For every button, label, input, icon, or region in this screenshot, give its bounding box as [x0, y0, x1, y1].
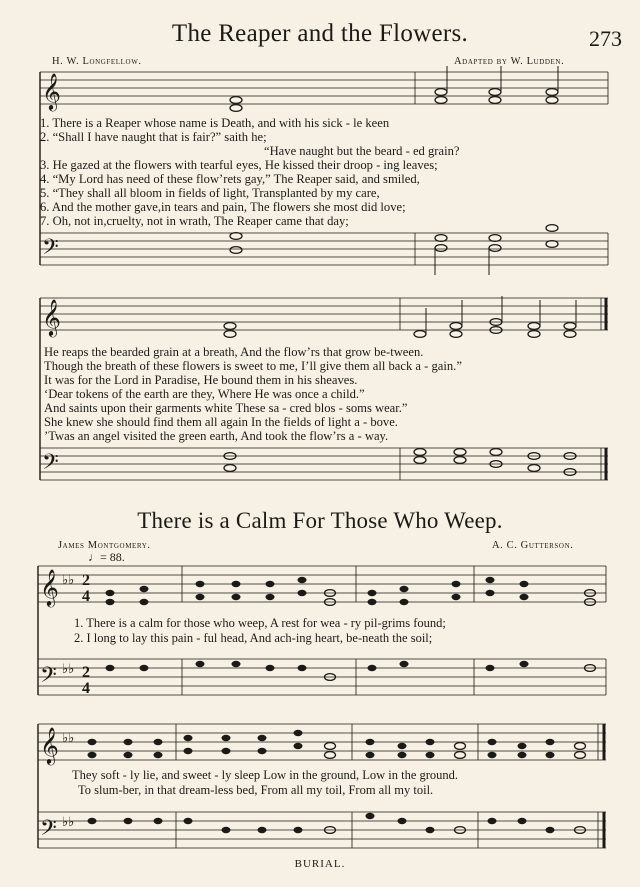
- hymn2-author: James Montgomery.: [58, 540, 151, 551]
- hymn1-verse-4: 4. “My Lord has need of these flow’rets gay,” The Reaper said, and smiled,: [40, 172, 420, 186]
- svg-text:♭♭: ♭♭: [62, 730, 75, 745]
- svg-text:𝄞: 𝄞: [42, 73, 61, 109]
- tempo-mark: ♩= 88.: [88, 550, 125, 564]
- svg-text:𝄢: 𝄢: [40, 663, 57, 692]
- svg-text:♭♭: ♭♭: [62, 814, 75, 829]
- tune-name-footer: BURIAL.: [294, 858, 346, 870]
- svg-text:2: 2: [82, 664, 90, 681]
- hymn2-composer: A. C. Gutterson.: [492, 540, 574, 551]
- svg-text:𝄢: 𝄢: [42, 235, 59, 264]
- svg-text:𝄢: 𝄢: [40, 816, 57, 845]
- hymn1-refrain-5: And saints upon their garments white These sa - cred blos - soms wear.”: [44, 401, 408, 415]
- hymn1-verse-5: 5. “They shall all bloom in fields of light, Transplanted by my care,: [40, 186, 380, 200]
- page-number: 273: [589, 26, 622, 51]
- hymn1-author: H. W. Longfellow.: [52, 56, 142, 67]
- hymn1-refrain-4: ‘Dear tokens of the earth are they, Where He was once a child.”: [44, 387, 365, 401]
- hymn1-verse-3: 3. He gazed at the flowers with tearful eyes, He kissed their droop - ing leaves;: [40, 158, 438, 172]
- hymn1-verse-2-cont: “Have naught but the beard - ed grain?: [264, 144, 460, 158]
- svg-text:𝄞: 𝄞: [40, 727, 59, 763]
- hymn1-refrain-1: He reaps the bearded grain at a breath, And the flow’rs that grow be-tween.: [44, 345, 424, 359]
- svg-text:4: 4: [82, 588, 90, 605]
- hymn1-refrain-3: It was for the Lord in Paradise, He bound them in his sheaves.: [44, 373, 358, 387]
- hymn1-refrain-7: ’Twas an angel visited the green earth, And took the flow’rs a - way.: [44, 429, 389, 443]
- hymn2-stanza1-line2: They soft - ly lie, and sweet - ly sleep Low in the ground, Low in the ground.: [72, 768, 459, 782]
- hymn2-stanza2-line2: To slum-ber, in that dream-less bed, From all my toil, From all my toil.: [78, 783, 434, 797]
- hymn1-verse-1: 1. There is a Reaper whose name is Death, and with his sick - le keen: [40, 116, 390, 130]
- hymn2-title: There is a Calm For Those Who Weep.: [137, 508, 503, 533]
- hymn1-composer: Adapted by W. Ludden.: [454, 56, 565, 67]
- svg-text:2: 2: [82, 572, 90, 589]
- svg-text:♭♭: ♭♭: [62, 572, 75, 587]
- hymn1-refrain-2: Though the breath of these flowers is sweet to me, I’ll give them all back a - gain.”: [44, 359, 462, 373]
- hymn1-verse-2: 2. “Shall I have naught that is fair?” saith he;: [40, 130, 267, 144]
- hymn2-stanza2-line1: 2. I long to lay this pain - ful head, And ach-ing heart, be-neath the soil;: [74, 631, 433, 645]
- hymn2-stanza1-line1: 1. There is a calm for those who weep, A rest for wea - ry pil-grims found;: [74, 616, 446, 630]
- hymn1-verse-6: 6. And the mother gave,in tears and pain, The flowers she most did love;: [40, 200, 406, 214]
- svg-text:𝄢: 𝄢: [42, 450, 59, 479]
- hymn1-title: The Reaper and the Flowers.: [171, 20, 469, 47]
- hymn1-refrain-6: She knew she should find them all again In the fields of light a - bove.: [44, 415, 398, 429]
- svg-text:𝄞: 𝄞: [42, 299, 61, 335]
- svg-text:4: 4: [82, 680, 90, 697]
- hymn1-verse-7: 7. Oh, not in,cruelty, not in wrath, The Reaper came that day;: [40, 214, 349, 228]
- svg-text:♭♭: ♭♭: [62, 661, 75, 676]
- svg-text:𝄞: 𝄞: [40, 569, 59, 605]
